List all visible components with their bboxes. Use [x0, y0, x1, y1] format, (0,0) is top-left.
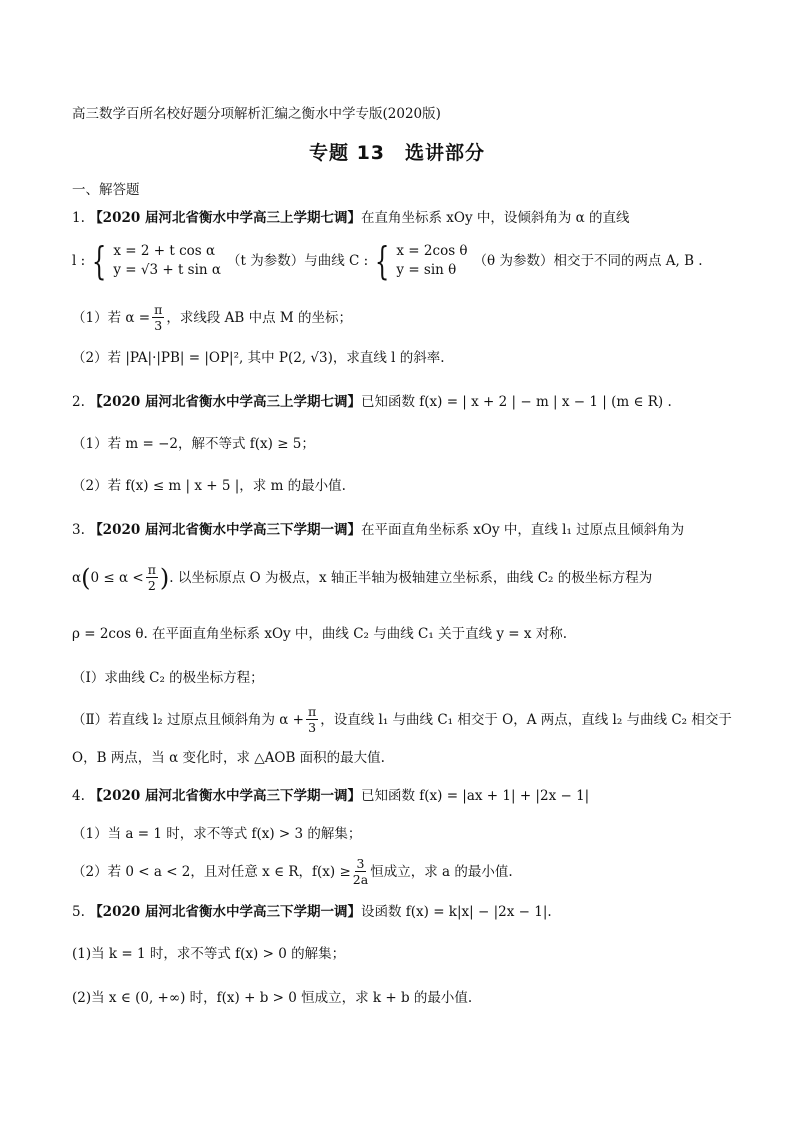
- frac-num: π: [308, 704, 317, 719]
- problem-intro: 在直角坐标系 xOy 中，设倾斜角为 α 的直线: [360, 210, 630, 226]
- line-l-x-eq: x = 2 + t cos α: [113, 243, 216, 259]
- frac-den: 2a: [352, 872, 369, 887]
- problem-4-q2: [72, 856, 513, 887]
- problem-text: . 以坐标原点 O 为极点，x 轴正半轴为极轴建立坐标系，曲线 C₂ 的极坐标方程为: [169, 569, 653, 586]
- frac-num: π: [154, 302, 163, 317]
- problem-4-q1: （1）当 a = 1 时，求不等式 f(x) > 3 的解集；: [72, 826, 362, 842]
- line-l-system: [85, 239, 222, 283]
- frac-num: π: [147, 562, 156, 577]
- problem-3-line2: [72, 562, 652, 593]
- brace-glyph: {: [375, 239, 390, 283]
- problem-5-q1: (1)当 k = 1 时，求不等式 f(x) > 0 的解集；: [72, 946, 346, 962]
- section-heading: 一、解答题: [72, 182, 140, 198]
- frac-den: 3: [308, 720, 317, 735]
- problem-3-q1: （Ⅰ）求曲线 C₂ 的极坐标方程；: [72, 670, 264, 686]
- problem-1-q2: （2）若 |PA|·|PB| = |OP|², 其中 P(2, √3)，求直线 l 的斜率.: [72, 350, 445, 366]
- range-text: 0 ≤ α <: [90, 569, 144, 586]
- problem-3-line3: ρ = 2cos θ. 在平面直角坐标系 xOy 中，曲线 C₂ 与曲线 C₁ 关于直线 y = x 对称.: [72, 626, 568, 642]
- curve-y-eq: y = sin θ: [396, 262, 457, 278]
- paren-close: ): [159, 563, 170, 592]
- problem-number: 2.: [72, 394, 85, 410]
- document-header: 高三数学百所名校好题分项解析汇编之衡水中学专版(2020版): [72, 106, 441, 122]
- fraction-pi-over-3: [306, 704, 318, 735]
- question-text: ，设直线 l₁ 与曲线 C₁ 相交于 O，A 两点，直线 l₂ 与曲线 C₂ 相交于: [320, 711, 732, 728]
- paren-open: (: [81, 563, 91, 592]
- frac-num: 3: [356, 856, 365, 871]
- problem-source-tag: 【2020 届河北省衡水中学高三下学期一调】: [89, 522, 361, 538]
- problem-intro: 设函数 f(x) = k|x| − |2x − 1|.: [360, 904, 552, 920]
- line-l-label: l :: [72, 253, 86, 269]
- problem-number: 3.: [72, 522, 85, 538]
- fraction-3-over-2a: [353, 856, 368, 887]
- brace-glyph: {: [92, 239, 107, 283]
- problem-number: 5.: [72, 904, 85, 920]
- fraction-pi-over-3: [152, 302, 164, 333]
- question-text: 恒成立，求 a 的最小值.: [370, 863, 513, 880]
- problem-intro: 在平面直角坐标系 xOy 中，直线 l₁ 过原点且倾斜角为: [360, 522, 685, 538]
- problem-4-stem: [72, 786, 589, 806]
- problem-2-stem: [72, 392, 672, 412]
- frac-den: 3: [154, 318, 163, 333]
- problem-source-tag: 【2020 届河北省衡水中学高三下学期一调】: [89, 788, 361, 804]
- problem-1-stem: [72, 208, 630, 228]
- curve-x-eq: x = 2cos θ: [396, 243, 468, 259]
- problem-source-tag: 【2020 届河北省衡水中学高三上学期七调】: [89, 210, 361, 226]
- question-text: （Ⅱ）若直线 l₂ 过原点且倾斜角为 α +: [72, 711, 304, 728]
- problem-5-q2: (2)当 x ∈ (0, +∞) 时，f(x) + b > 0 恒成立，求 k + b 的最小值.: [72, 990, 473, 1006]
- problem-intro: 已知函数 f(x) = | x + 2 | − m | x − 1 | (m ∈ R) .: [360, 394, 672, 410]
- question-text: ，求线段 AB 中点 M 的坐标；: [166, 309, 352, 326]
- line-l-y-eq: y = √3 + t sin α: [113, 262, 222, 278]
- param-theta-note: （θ 为参数）相交于不同的两点 A, B .: [473, 253, 703, 269]
- curve-c-system: [368, 239, 468, 283]
- problem-intro: 已知函数 f(x) = |ax + 1| + |2x − 1|: [360, 788, 590, 804]
- fraction-pi-over-2: [146, 562, 158, 593]
- alpha-symbol: α: [72, 569, 82, 586]
- problem-1-equations: [72, 236, 703, 286]
- problem-2-q2: （2）若 f(x) ≤ m | x + 5 |，求 m 的最小值.: [72, 478, 346, 494]
- question-text: （2）若 0 < a < 2，且对任意 x ∈ R，f(x) ≥: [72, 863, 351, 880]
- problem-number: 4.: [72, 788, 85, 804]
- problem-5-stem: [72, 902, 552, 922]
- problem-3-q2-cont: O，B 两点，当 α 变化时，求 △AOB 面积的最大值.: [72, 750, 385, 766]
- problem-2-q1: （1）若 m = −2，解不等式 f(x) ≥ 5；: [72, 436, 315, 452]
- question-text: （1）若 α =: [72, 309, 151, 326]
- problem-number: 1.: [72, 210, 85, 226]
- problem-3-q2: [72, 704, 732, 735]
- problem-source-tag: 【2020 届河北省衡水中学高三下学期一调】: [89, 904, 361, 920]
- page-title: 专题 13 选讲部分: [308, 142, 486, 164]
- frac-den: 2: [147, 578, 156, 593]
- param-t-note: （t 为参数）与曲线 C :: [227, 253, 369, 269]
- problem-1-q1: [72, 302, 352, 333]
- problem-source-tag: 【2020 届河北省衡水中学高三上学期七调】: [89, 394, 361, 410]
- problem-3-stem: [72, 520, 684, 540]
